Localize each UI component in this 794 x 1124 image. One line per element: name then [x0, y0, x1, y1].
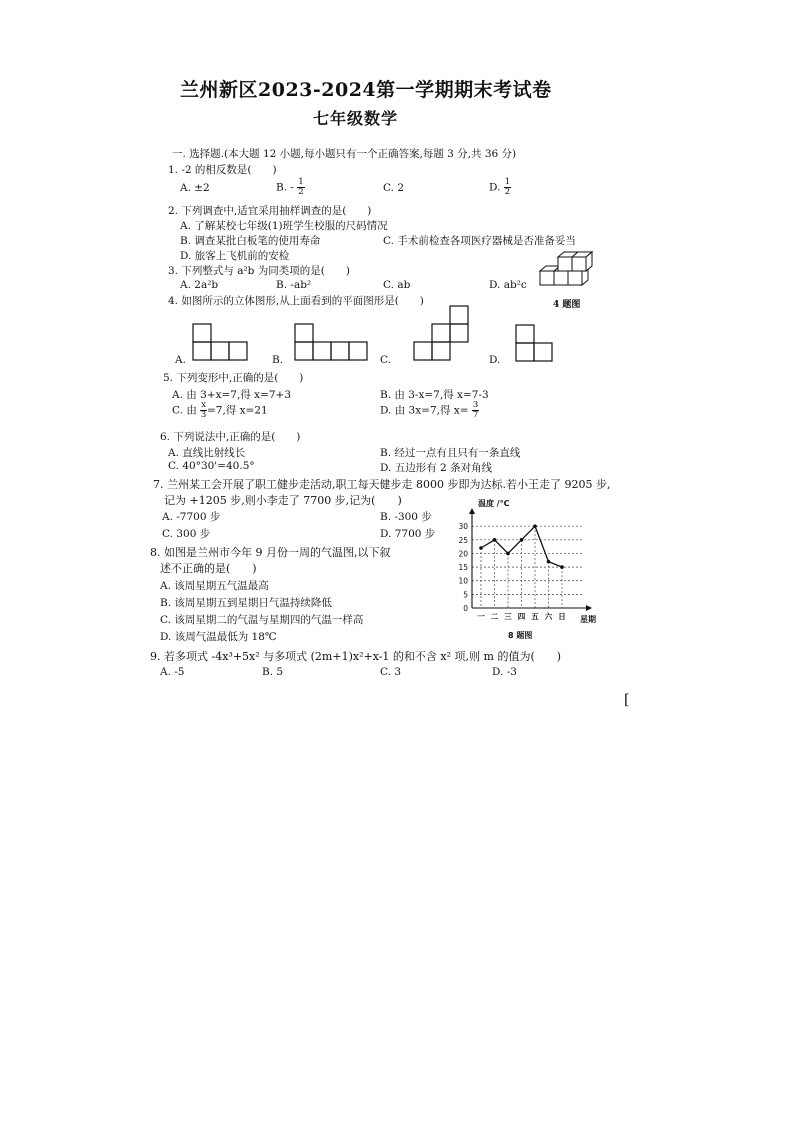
chart-y-tick-label: 15	[458, 563, 468, 573]
q7-option-a: A. -7700 步	[162, 511, 221, 523]
q2-option-b: B. 调查某批白板笔的使用寿命	[180, 235, 321, 247]
q9-option-a: A. -5	[160, 666, 185, 678]
chart-x-tick-labels	[477, 611, 566, 621]
q8-option-b: B. 该周星期五到星期日气温持续降低	[160, 597, 332, 609]
q3-stem: 3. 下列整式与 a²b 为同类项的是( )	[168, 265, 350, 277]
q5-option-c-fraction	[200, 401, 207, 420]
fraction-numerator: 1	[504, 177, 511, 187]
q4-option-a-figure	[192, 323, 252, 363]
q2-option-c: C. 手术前检查各项医疗器械是否准备妥当	[383, 235, 576, 247]
q5-option-c-suffix: =7,得 x=21	[206, 404, 268, 417]
chart-gridlines	[472, 526, 582, 608]
q4-caption: 4 题图	[553, 300, 581, 310]
q8-option-d: D. 该周气温最低为 18℃	[160, 631, 277, 643]
q3-option-b: B. -ab²	[276, 279, 312, 291]
chart-y-tick-label: 5	[463, 590, 468, 600]
q5-option-b: B. 由 3-x=7,得 x=7-3	[380, 389, 489, 401]
chart-x-tick-label: 三	[504, 612, 512, 621]
q7-option-b: B. -300 步	[380, 511, 432, 523]
fraction-numerator: x	[201, 400, 206, 410]
fraction-denominator: 3	[200, 410, 207, 420]
q8-temperature-chart	[440, 492, 610, 644]
q6-option-b: B. 经过一点有且只有一条直线	[380, 447, 521, 459]
chart-x-axis-arrow	[586, 605, 592, 611]
chart-y-axis-arrow	[469, 508, 475, 514]
chart-axes	[469, 508, 592, 611]
chart-x-tick-label: 日	[558, 612, 566, 621]
q1-option-d	[489, 178, 511, 197]
exam-subtitle: 七年级数学	[313, 109, 399, 128]
q4-stem: 4. 如图所示的立体图形,从上面看到的平面图形是( )	[168, 295, 424, 307]
q9-option-d: D. -3	[492, 666, 517, 678]
q2-option-a: A. 了解某校七年级(1)班学生校服的尺码情况	[180, 220, 388, 232]
chart-data-point	[533, 524, 537, 528]
q5-option-a: A. 由 3+x=7,得 x=7+3	[172, 389, 292, 401]
q7-option-c: C. 300 步	[162, 528, 211, 540]
chart-y-tick-label: 30	[458, 522, 468, 532]
chart-data-point	[520, 538, 524, 542]
q3-option-a: A. 2a²b	[180, 279, 219, 291]
q2-option-d: D. 旅客上飞机前的安检	[180, 250, 290, 262]
fraction-denominator: 2	[504, 187, 511, 197]
q1-stem: 1. -2 的相反数是( )	[168, 164, 277, 176]
q5-option-d	[380, 401, 479, 420]
q4-option-b-label: B.	[272, 354, 284, 366]
exam-title: 兰州新区2023-2024第一学期期末考试卷	[180, 79, 552, 101]
q1-option-d-prefix: D.	[489, 181, 501, 194]
chart-y-tick-label: 10	[458, 576, 468, 586]
chart-y-tick-labels	[458, 522, 468, 613]
fraction-numerator: 3	[472, 400, 479, 410]
chart-x-tick-label: 四	[517, 612, 526, 621]
chart-y-tick-label: 0	[463, 604, 468, 613]
q8-stem-line1: 8. 如图是兰州市今年 9 月份一周的气温图,以下叙	[150, 546, 391, 559]
chart-x-tick-label: 一	[477, 612, 485, 621]
chart-data-point	[560, 565, 564, 569]
q2-stem: 2. 下列调查中,适宜采用抽样调查的是( )	[168, 205, 372, 217]
q8-option-a: A. 该周星期五气温最高	[160, 580, 269, 592]
chart-x-tick-label: 二	[490, 612, 499, 621]
q1-option-b	[276, 178, 305, 197]
q5-stem: 5. 下列变形中,正确的是( )	[163, 372, 304, 384]
q5-option-c-prefix: C. 由	[172, 404, 197, 417]
fraction-numerator: 1	[298, 177, 304, 187]
q8-option-c: C. 该周星期二的气温与星期四的气温一样高	[160, 614, 364, 626]
q6-option-d: D. 五边形有 2 条对角线	[380, 462, 493, 474]
q4-option-b-figure	[294, 323, 374, 363]
q4-option-c-label: C.	[380, 354, 391, 366]
fraction-denominator: 7	[472, 410, 479, 420]
q1-option-d-fraction	[504, 178, 511, 197]
q1-option-c: C. 2	[383, 182, 405, 194]
chart-data-point	[479, 546, 483, 550]
margin-bracket-mark: [	[624, 692, 630, 708]
chart-y-tick-label: 20	[458, 549, 468, 559]
q9-option-c: C. 3	[380, 666, 402, 678]
chart-series	[479, 524, 564, 569]
chart-xlabel: 星期	[580, 615, 596, 624]
q9-option-b: B. 5	[262, 666, 284, 678]
q8-stem-line2: 述不正确的是( )	[160, 562, 257, 575]
q4-solid-figure	[538, 249, 602, 293]
q3-option-d: D. ab²c	[489, 279, 527, 291]
chart-data-point	[493, 538, 497, 542]
q5-option-d-fraction	[472, 401, 479, 420]
q3-option-c: C. ab	[383, 279, 411, 291]
chart-ylabel: 温度 /℃	[478, 499, 510, 508]
q7-stem-line2: 记为 +1205 步,则小李走了 7700 步,记为( )	[164, 494, 402, 507]
q5-option-d-prefix: D. 由 3x=7,得 x=	[380, 404, 469, 417]
q6-stem: 6. 下列说法中,正确的是( )	[160, 431, 301, 443]
q4-option-d-figure	[513, 324, 557, 364]
q1-option-b-fraction	[297, 178, 304, 197]
section-heading: 一. 选择题.(本大题 12 小题,每小题只有一个正确答案,每题 3 分,共 36 分)	[172, 148, 517, 160]
fraction-denominator: 2	[298, 187, 304, 197]
chart-data-point	[506, 552, 510, 556]
q6-option-c: C. 40°30'=40.5°	[168, 460, 255, 472]
q9-stem: 9. 若多项式 -4x³+5x² 与多项式 (2m+1)x²+x-1 的和不含 x² 项,则 m 的值为( )	[150, 650, 562, 663]
q6-option-a: A. 直线比射线长	[168, 447, 246, 459]
q5-option-c	[172, 401, 268, 420]
q7-option-d: D. 7700 步	[380, 528, 436, 540]
q4-option-c-figure	[411, 305, 473, 365]
chart-caption: 8 题图	[508, 631, 533, 640]
q4-option-a-label: A.	[175, 354, 186, 366]
chart-y-tick-label: 25	[458, 535, 468, 545]
q7-stem-line1: 7. 兰州某工会开展了职工健步走活动,职工每天健步走 8000 步即为达标.若小王走了 9205 步,	[153, 478, 611, 491]
q1-option-b-prefix: B. -	[276, 181, 294, 194]
chart-data-point	[547, 560, 551, 564]
q1-option-a: A. ±2	[180, 182, 210, 194]
chart-x-tick-label: 五	[531, 612, 539, 621]
q4-option-d-label: D.	[489, 354, 501, 366]
chart-x-tick-label: 六	[544, 612, 553, 621]
